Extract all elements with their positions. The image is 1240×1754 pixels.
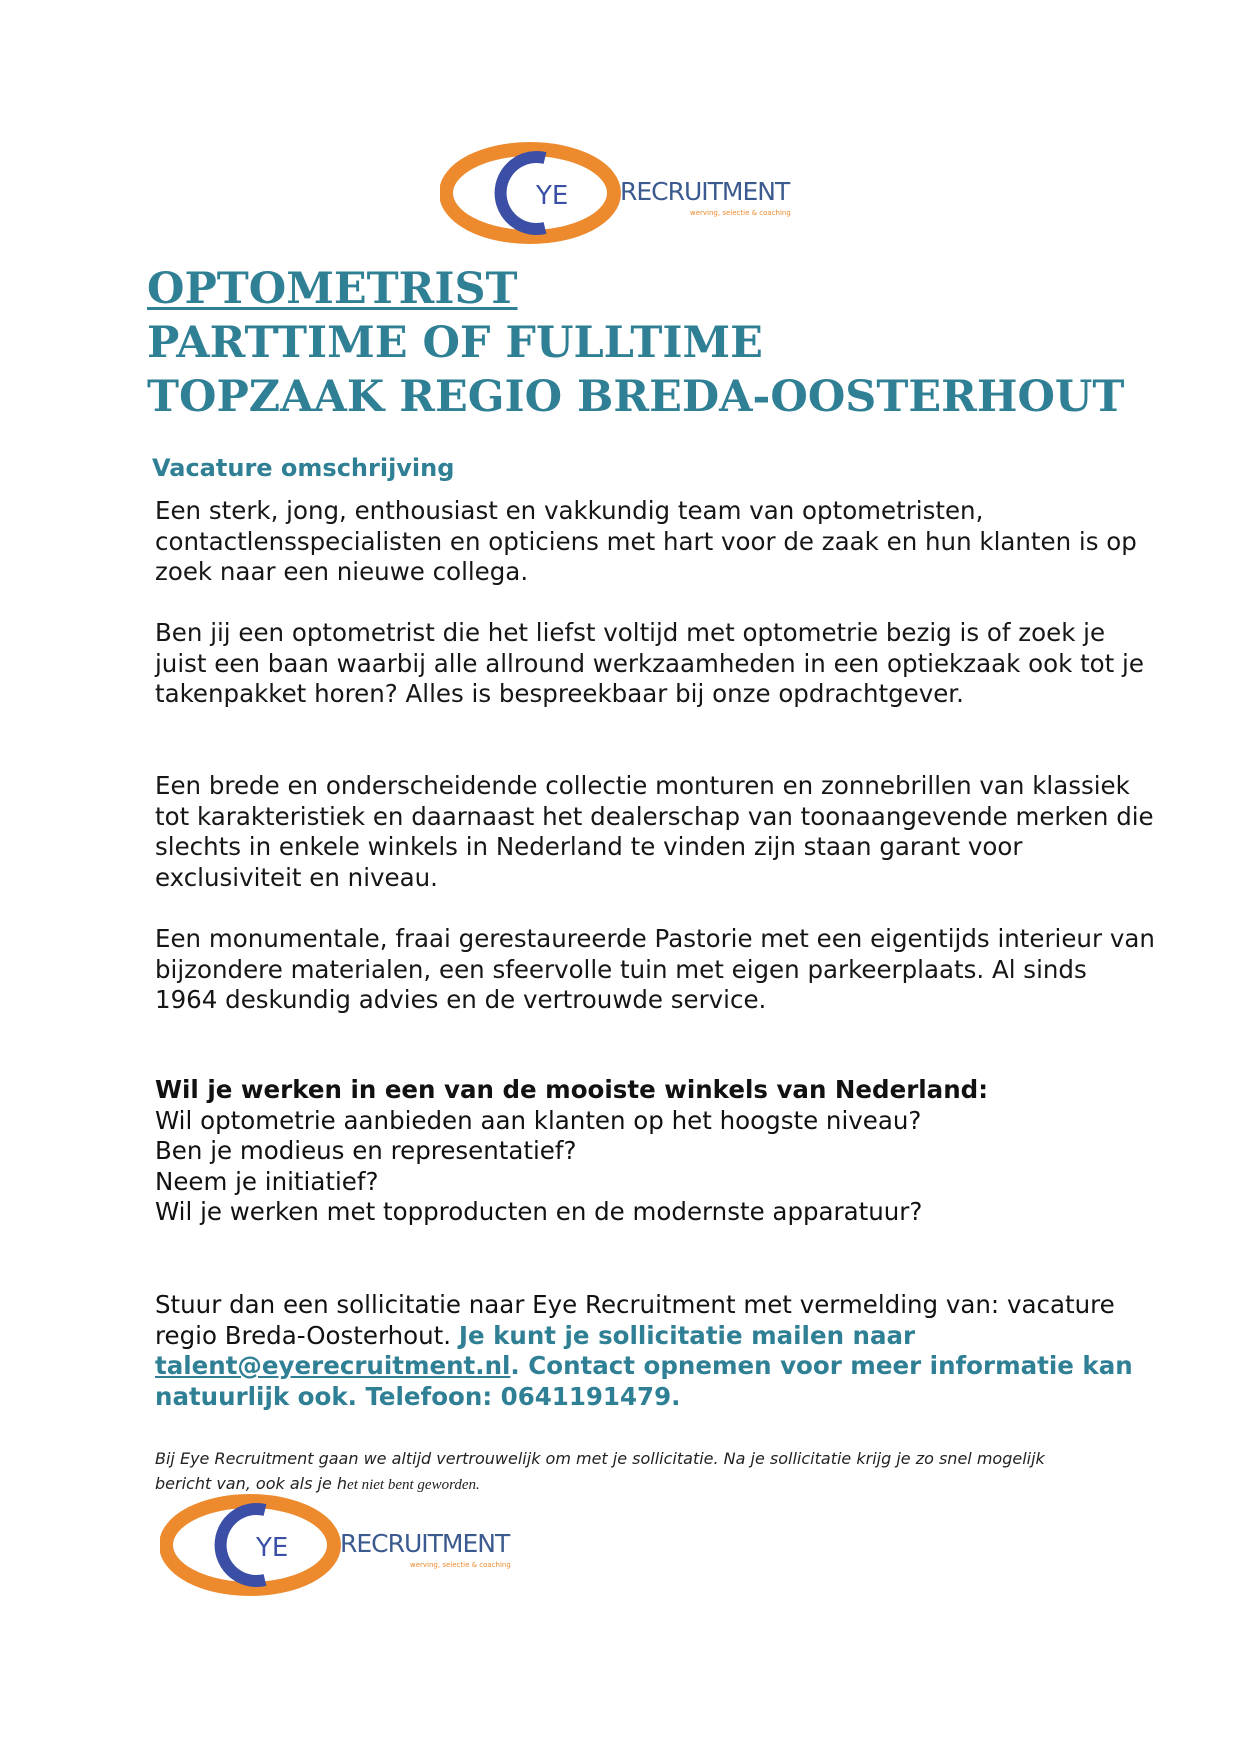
logo-tagline: werving, selectie & coaching	[690, 209, 791, 217]
questions-block	[155, 1075, 988, 1228]
paragraph-role: Ben jij een optometrist die het liefst voltijd met optometrie bezig is of zoek je juist een baan waarbij alle allround werkzaamheden in een optiekzaak ook tot je takenpakket horen? Alles is bespreekbaar bij onze opdrachtgever.	[155, 618, 1144, 708]
apply-intro: Stuur dan een sollicitatie naar Eye Recruitment met vermelding van: vacature regio Breda-Oosterhout.	[155, 1290, 1115, 1350]
question-item: Wil je werken met topproducten en de modernste apparatuur?	[155, 1197, 923, 1226]
headline-title: OPTOMETRIST	[147, 264, 518, 314]
logo-wordmark: RECRUITMENT	[340, 1529, 510, 1558]
disclaimer-text-end: et niet bent geworden.	[347, 1477, 480, 1493]
eye-recruitment-logo-top	[440, 138, 800, 248]
section-title: Vacature omschrijving	[152, 454, 455, 482]
logo-wordmark: RECRUITMENT	[620, 177, 790, 206]
questions-title: Wil je werken in een van de mooiste winkels van Nederland:	[155, 1075, 988, 1104]
question-item: Neem je initiatief?	[155, 1166, 379, 1196]
logo-letters: YE	[536, 181, 569, 211]
paragraph-team: Een sterk, jong, enthousiast en vakkundig team van optometristen, contactlensspecialisten en opticiens met hart voor de zaak en hun klanten is op zoek naar een nieuwe collega.	[155, 496, 1137, 586]
apply-contact: . Contact opnemen voor meer informatie kan natuurlijk ook. Telefoon: 0641191479.	[155, 1351, 1133, 1411]
headline-region: TOPZAAK REGIO BREDA-OOSTERHOUT	[147, 372, 1125, 422]
disclaimer-text: Bij Eye Recruitment gaan we altijd vertrouwelijk om met je sollicitatie. Na je sollicitatie krijg je zo snel mogelijk bericht van, ook als je h	[155, 1449, 1045, 1493]
email-link[interactable]: talent@eyerecruitment.nl	[155, 1351, 511, 1380]
logo-letters: YE	[256, 1533, 289, 1563]
paragraph-location: Een monumentale, fraai gerestaureerde Pastorie met een eigentijds interieur van bijzondere materialen, een sfeervolle tuin met eigen parkeerplaats. Al sinds 1964 deskundig advies en de vertrouwde service.	[155, 924, 1155, 1014]
logo-tagline: werving, selectie & coaching	[410, 1561, 511, 1569]
headline-hours: PARTTIME OF FULLTIME	[147, 318, 763, 368]
question-item: Ben je modieus en representatief?	[155, 1136, 577, 1165]
eye-recruitment-logo-bottom	[160, 1490, 520, 1600]
question-item: Wil optometrie aanbieden aan klanten op het hoogste niveau?	[155, 1105, 922, 1135]
apply-mail-lead: Je kunt je sollicitatie mailen naar	[458, 1320, 916, 1350]
job-headline	[147, 262, 1124, 424]
apply-block	[155, 1290, 1155, 1412]
paragraph-collection: Een brede en onderscheidende collectie monturen en zonnebrillen van klassiek tot karakteristiek en daarnaast het dealerschap van toonaangevende merken die slechts in enkele winkels in Nederland te vinden zijn staan garant voor exclusiviteit en niveau.	[155, 771, 1154, 892]
